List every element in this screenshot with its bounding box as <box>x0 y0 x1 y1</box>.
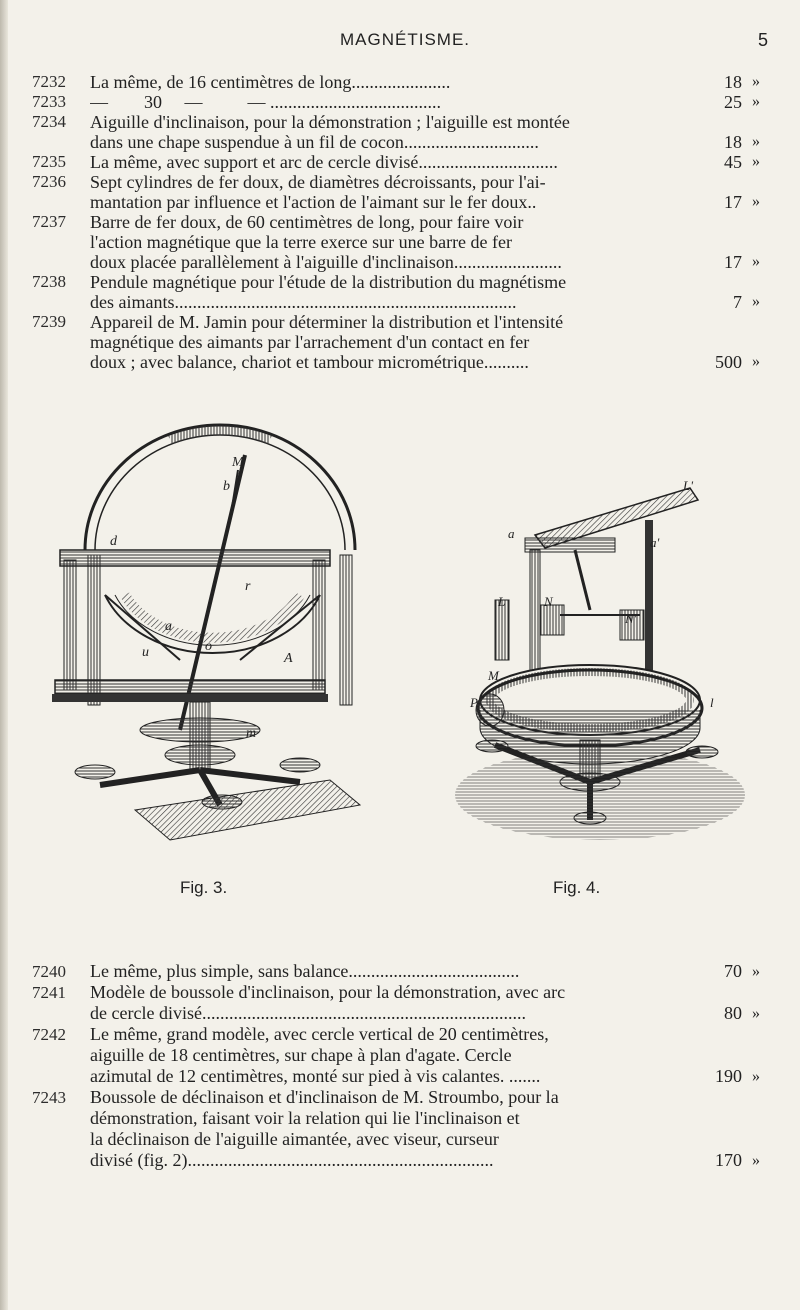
entry-price: 70 <box>724 961 742 981</box>
entry-mark: » <box>752 73 760 90</box>
engravings <box>0 410 800 930</box>
catalog-entry <box>0 112 800 152</box>
entry-price: 17 <box>724 192 742 212</box>
entry-number: 7236 <box>32 172 66 191</box>
catalog-entry <box>0 1024 800 1087</box>
entry-number: 7233 <box>32 92 66 111</box>
entry-text: magnétique des aimants par l'arrachement d'un contact en fer <box>90 332 530 352</box>
entry-mark: » <box>752 353 760 370</box>
entry-number: 7232 <box>32 72 66 91</box>
entry-price: 500 <box>715 352 742 372</box>
fig4-drawing <box>455 488 745 840</box>
catalog-entry <box>0 72 800 92</box>
entry-price: 25 <box>724 92 742 112</box>
entry-text: Le même, plus simple, sans balance...................................... <box>90 961 520 981</box>
entry-text: — 30 — — ...................................... <box>90 92 441 112</box>
entry-text: démonstration, faisant voir la relation qui lie l'inclinaison et <box>90 1108 520 1128</box>
catalog-entry <box>0 1087 800 1171</box>
entry-text: aiguille de 18 centimètres, sur chape à plan d'agate. Cercle <box>90 1045 512 1065</box>
entry-text: dans une chape suspendue à un fil de cocon.............................. <box>90 132 539 152</box>
entry-text: divisé (fig. 2).................................................................... <box>90 1150 494 1170</box>
entry-text: Sept cylindres de fer doux, de diamètres décroissants, pour l'ai- <box>90 172 546 192</box>
entry-mark: » <box>752 193 760 210</box>
entry-mark: » <box>752 1068 760 1085</box>
entry-number: 7242 <box>32 1025 66 1044</box>
running-head <box>0 30 800 54</box>
entry-price: 18 <box>724 132 742 152</box>
entry-number: 7239 <box>32 312 66 331</box>
entry-text: mantation par influence et l'action de l'aimant sur le fer doux.. <box>90 192 537 212</box>
entry-number: 7237 <box>32 212 66 231</box>
catalog-entry <box>0 272 800 312</box>
entry-text: doux placée parallèlement à l'aiguille d'inclinaison........................ <box>90 252 562 272</box>
entry-mark: » <box>752 963 760 980</box>
entry-price: 190 <box>715 1066 742 1086</box>
entry-price: 80 <box>724 1003 742 1023</box>
fig3-base-plate <box>55 680 325 694</box>
fig4-label-a: a <box>508 526 515 541</box>
entry-mark: » <box>752 253 760 270</box>
fig3-label-o: o <box>205 639 212 654</box>
fig4-label-P: P <box>470 695 478 710</box>
figures-area <box>0 410 800 930</box>
fig3-label-r: r <box>245 579 251 594</box>
entry-number: 7235 <box>32 152 66 171</box>
entry-number: 7240 <box>32 962 66 981</box>
entry-text: doux ; avec balance, chariot et tambour micrométrique.......... <box>90 352 529 372</box>
fig3-drawing <box>52 425 360 840</box>
catalog-entry <box>0 92 800 112</box>
fig4-label-aprime: a' <box>650 535 660 550</box>
catalog-entry <box>0 212 800 272</box>
catalog-entry <box>0 152 800 172</box>
fig3-label-A: A <box>284 651 293 666</box>
catalog-list-top <box>0 72 800 372</box>
entry-text: Appareil de M. Jamin pour déterminer la distribution et l'intensité <box>90 312 564 332</box>
fig3-label-b: b <box>223 479 230 494</box>
page-number: 5 <box>758 30 769 50</box>
entry-price: 45 <box>724 152 742 172</box>
entry-mark: » <box>752 1005 760 1022</box>
figure-caption-3: Fig. 3. <box>180 878 228 897</box>
entry-text: Modèle de boussole d'inclinaison, pour la démonstration, avec arc <box>90 982 566 1002</box>
catalog-entry <box>0 312 800 372</box>
entry-text: Boussole de déclinaison et d'inclinaison de M. Stroumbo, pour la <box>90 1087 559 1107</box>
entry-price: 17 <box>724 252 742 272</box>
fig4-label-Nprime: N' <box>625 611 637 626</box>
entry-text: La même, avec support et arc de cercle divisé............................... <box>90 152 558 172</box>
catalog-entry <box>0 172 800 212</box>
entry-mark: » <box>752 93 760 110</box>
entry-price: 18 <box>724 72 742 92</box>
catalog-list-bottom <box>0 961 800 1171</box>
fig4-label-M: M <box>488 668 499 683</box>
entry-number: 7243 <box>32 1088 66 1107</box>
fig3-label-d: d <box>110 534 117 549</box>
entry-text: Le même, grand modèle, avec cercle vertical de 20 centimètres, <box>90 1024 549 1044</box>
entry-text: la déclinaison de l'aiguille aimantée, avec viseur, curseur <box>90 1129 499 1149</box>
entry-mark: » <box>752 133 760 150</box>
entry-price: 170 <box>715 1150 742 1170</box>
catalog-entry <box>0 982 800 1024</box>
page-title: MAGNÉTISME. <box>340 30 471 49</box>
entry-text: l'action magnétique que la terre exerce sur une barre de fer <box>90 232 513 252</box>
entry-text: La même, de 16 centimètres de long...................... <box>90 72 451 92</box>
fig4-label-N: N <box>544 594 553 609</box>
fig3-label-u: u <box>142 645 149 660</box>
fig4-label-L: L <box>498 594 506 609</box>
entry-text: des aimants............................................................................ <box>90 292 517 312</box>
entry-number: 7241 <box>32 983 66 1002</box>
entry-text: Barre de fer doux, de 60 centimètres de long, pour faire voir <box>90 212 524 232</box>
entry-mark: » <box>752 1152 760 1169</box>
entry-text: Aiguille d'inclinaison, pour la démonstration ; l'aiguille est montée <box>90 112 570 132</box>
fig4-label-Lprime: L' <box>683 478 694 493</box>
catalog-entry <box>0 961 800 982</box>
entry-mark: » <box>752 293 760 310</box>
fig4-label-l: l <box>710 695 714 710</box>
fig3-label-M: M <box>232 455 244 470</box>
entry-number: 7234 <box>32 112 66 131</box>
fig3-label-a: a <box>165 619 172 634</box>
figure-caption-4: Fig. 4. <box>553 878 601 897</box>
entry-mark: » <box>752 153 760 170</box>
entry-number: 7238 <box>32 272 66 291</box>
entry-text: azimutal de 12 centimètres, monté sur pied à vis calantes. ....... <box>90 1066 541 1086</box>
entry-text: Pendule magnétique pour l'étude de la distribution du magnétisme <box>90 272 567 292</box>
fig3-label-m: m <box>246 726 257 741</box>
entry-text: de cercle divisé........................................................................ <box>90 1003 526 1023</box>
fig3-arc <box>85 425 355 550</box>
fig3-rim <box>60 550 330 566</box>
entry-price: 7 <box>733 292 742 312</box>
